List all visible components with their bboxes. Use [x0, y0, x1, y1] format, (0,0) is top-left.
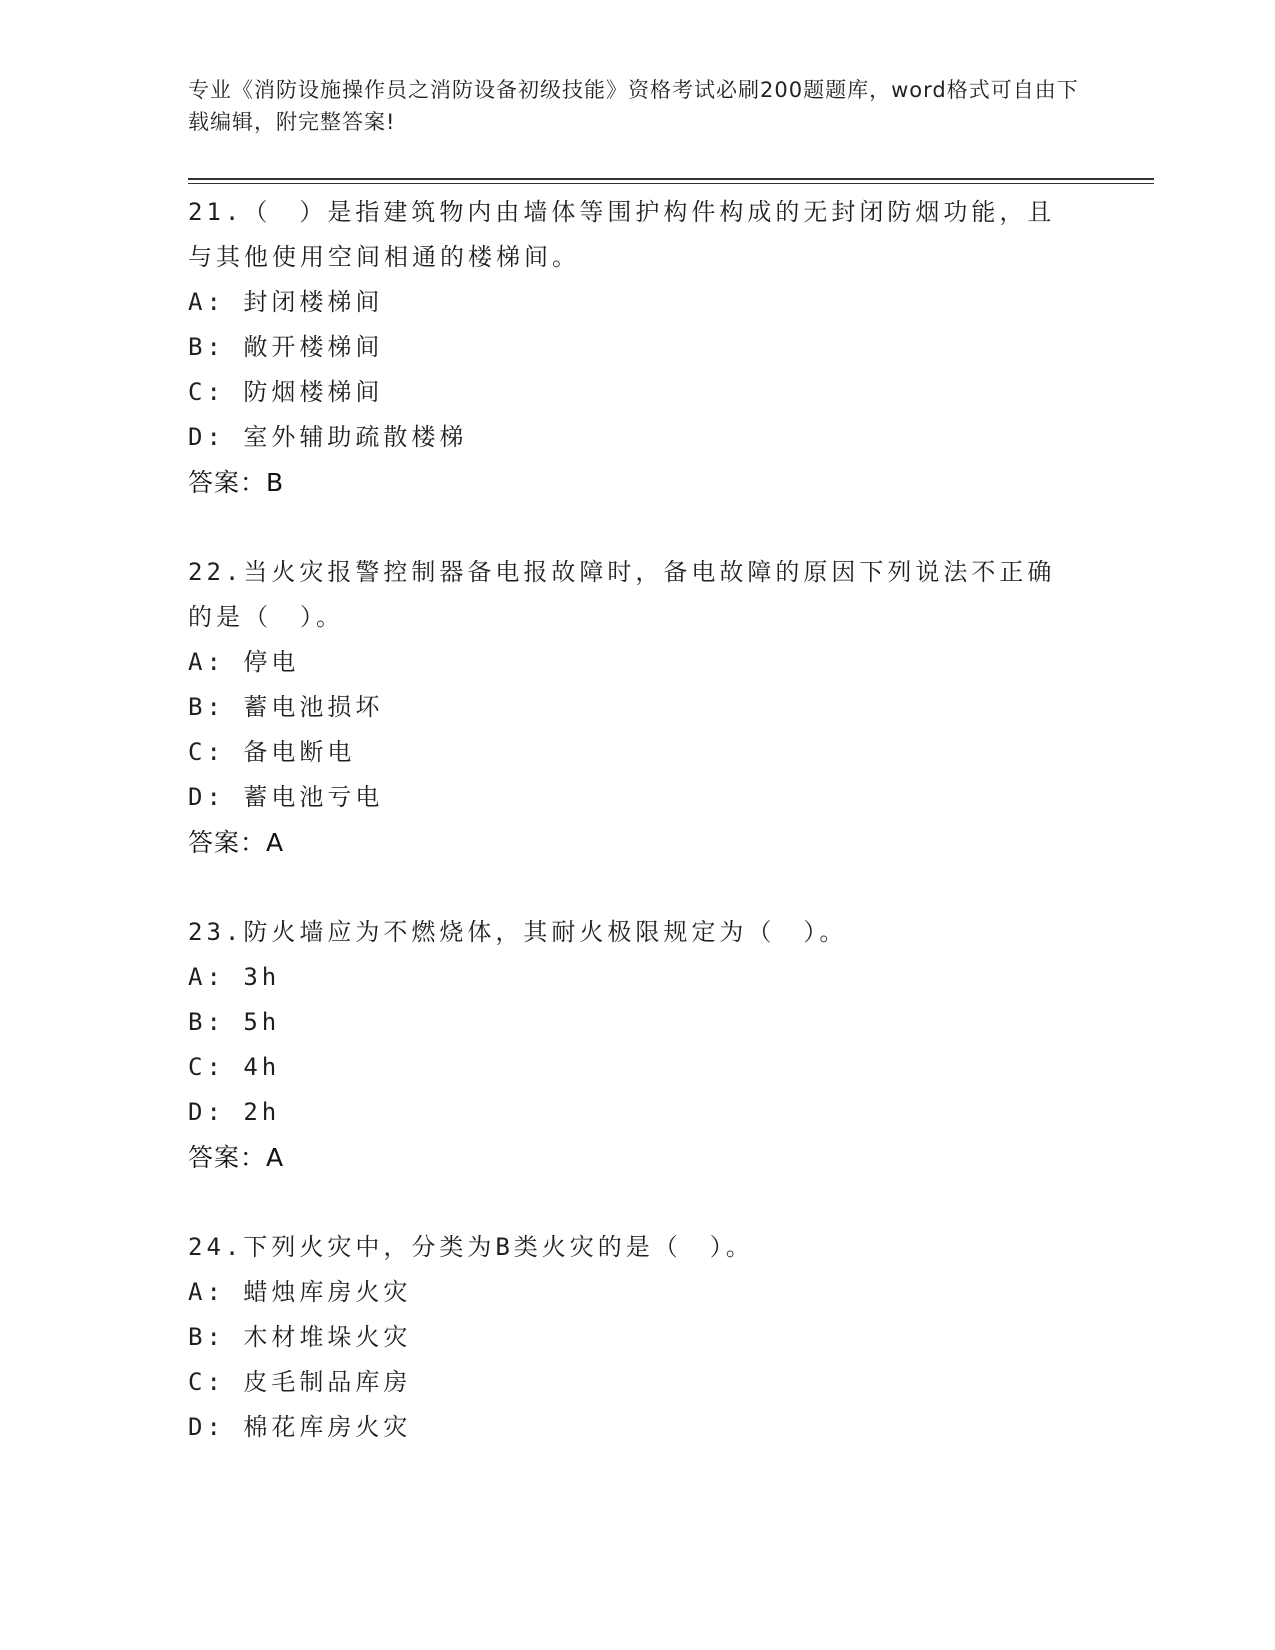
option-d: D: 2h	[188, 1098, 281, 1126]
answer-text: 答案：A	[188, 828, 285, 857]
question-list	[188, 190, 1088, 1450]
option-d: D: 室外辅助疏散楼梯	[188, 423, 468, 451]
question-stem: 23.防火墙应为不燃烧体，其耐火极限规定为（ ）。	[188, 918, 848, 946]
option-b: B: 敞开楼梯间	[188, 333, 384, 361]
question-21	[188, 190, 1088, 505]
question-22	[188, 550, 1088, 865]
option-b: B: 木材堆垛火灾	[188, 1323, 412, 1351]
answer-text: 答案：A	[188, 1143, 285, 1172]
option-c: C: 皮毛制品库房	[188, 1368, 412, 1396]
option-a: A: 封闭楼梯间	[188, 288, 384, 316]
option-c: C: 防烟楼梯间	[188, 378, 384, 406]
question-spacer	[188, 505, 1088, 550]
question-23	[188, 910, 1088, 1180]
header-divider-thin	[188, 183, 1154, 184]
option-a: A: 停电	[188, 648, 300, 676]
option-c: C: 4h	[188, 1053, 281, 1081]
answer-text: 答案：B	[188, 468, 285, 497]
option-b: B: 蓄电池损坏	[188, 693, 384, 721]
question-stem: 21.（ ）是指建筑物内由墙体等围护构件构成的无封闭防烟功能，且与其他使用空间相通的楼梯间。	[188, 198, 1056, 271]
question-stem: 24.下列火灾中，分类为B类火灾的是（ ）。	[188, 1233, 754, 1261]
option-a: A: 蜡烛库房火灾	[188, 1278, 412, 1306]
option-b: B: 5h	[188, 1008, 281, 1036]
option-c: C: 备电断电	[188, 738, 356, 766]
option-d: D: 蓄电池亏电	[188, 783, 384, 811]
question-24	[188, 1225, 1088, 1450]
question-spacer	[188, 865, 1088, 910]
document-header: 专业《消防设施操作员之消防设备初级技能》资格考试必刷200题题库，word格式可自由下载编辑，附完整答案!	[188, 78, 1079, 134]
header-divider-thick	[188, 178, 1154, 180]
question-stem: 22.当火灾报警控制器备电报故障时，备电故障的原因下列说法不正确的是（ ）。	[188, 558, 1056, 631]
option-d: D: 棉花库房火灾	[188, 1413, 412, 1441]
option-a: A: 3h	[188, 963, 281, 991]
question-spacer	[188, 1180, 1088, 1225]
